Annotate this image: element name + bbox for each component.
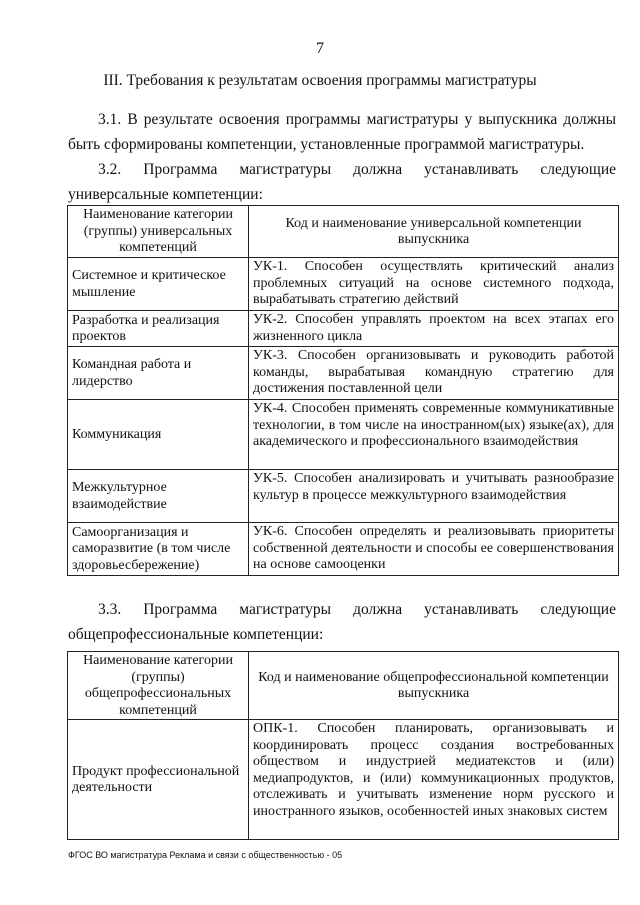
header-category: Наименование категории (группы) общепрофессиональных компетенций <box>68 652 249 720</box>
section-heading: III. Требования к результатам освоения программы магистратуры <box>103 72 537 89</box>
competence-cell: УК-4. Способен применять современные коммуникативные технологии, в том числе на иностранном(ых) языке(ах), для академического и профессионального взаимодействия <box>249 400 619 470</box>
word: 3.3. <box>98 601 122 618</box>
word: должна <box>353 601 403 618</box>
word: магистратуры <box>239 601 332 618</box>
paragraph-3-2: 3.2. Программа магистратуры должна устанавливать следующие универсальные компетенции: <box>68 161 616 203</box>
table-row <box>68 400 619 470</box>
header-competence: Код и наименование универсальной компетенции выпускника <box>249 206 619 258</box>
competence-cell: УК-5. Способен анализировать и учитывать разнообразие культур в процессе межкультурного взаимодействия <box>249 470 619 523</box>
table-header-row <box>68 652 619 720</box>
category-cell: Самоорганизация и саморазвитие (в том числе здоровьесбережение) <box>68 523 249 576</box>
table-row <box>68 311 619 347</box>
category-cell: Коммуникация <box>68 400 249 470</box>
category-cell: Командная работа и лидерство <box>68 347 249 400</box>
competence-cell: УК-3. Способен организовывать и руководить работой команды, вырабатывая командную стратегию для достижения поставленной цели <box>249 347 619 400</box>
universal-competencies-table <box>67 205 619 576</box>
paragraph-3-1: 3.1. В результате освоения программы магистратуры у выпускника должны быть сформированы компетенции, установленные программой магистратуры. <box>68 111 616 153</box>
paragraph-3-3 <box>68 597 616 647</box>
competence-cell: ОПК-1. Способен планировать, организовывать и координировать процесс создания востребованных обществом и индустрией медиатекстов и (или) медиапродуктов, и (или) коммуникационных продуктов, отслеживать и учитывать изменение норм русского и иностранного языков, особенностей иных знаковых систем <box>249 720 619 840</box>
table-row <box>68 258 619 311</box>
category-cell: Продукт профессиональной деятельности <box>68 720 249 840</box>
general-professional-competencies-table <box>67 651 619 840</box>
competence-cell: УК-6. Способен определять и реализовывать приоритеты собственной деятельности и способы ее совершенствования на основе самооценки <box>249 523 619 576</box>
category-cell: Разработка и реализация проектов <box>68 311 249 347</box>
category-cell: Системное и критическое мышление <box>68 258 249 311</box>
table-header-row <box>68 206 619 258</box>
word: следующие <box>540 601 616 618</box>
word: устанавливать <box>424 601 519 618</box>
table-row <box>68 347 619 400</box>
table-row <box>68 523 619 576</box>
table-row <box>68 720 619 840</box>
category-cell: Межкультурное взаимодействие <box>68 470 249 523</box>
footer: ФГОС ВО магистратура Реклама и связи с общественностью - 05 <box>68 850 343 860</box>
competence-cell: УК-1. Способен осуществлять критический анализ проблемных ситуаций на основе системного подхода, вырабатывать стратегию действий <box>249 258 619 311</box>
competence-cell: УК-2. Способен управлять проектом на всех этапах его жизненного цикла <box>249 311 619 347</box>
paragraph-3-3-line2: общепрофессиональные компетенции: <box>68 626 324 643</box>
header-category: Наименование категории (группы) универсальных компетенций <box>68 206 249 258</box>
table-row <box>68 470 619 523</box>
word: Программа <box>143 601 218 618</box>
page-number: 7 <box>316 40 324 57</box>
header-competence: Код и наименование общепрофессиональной компетенции выпускника <box>249 652 619 720</box>
paragraph-3-3-line1 <box>68 597 616 622</box>
